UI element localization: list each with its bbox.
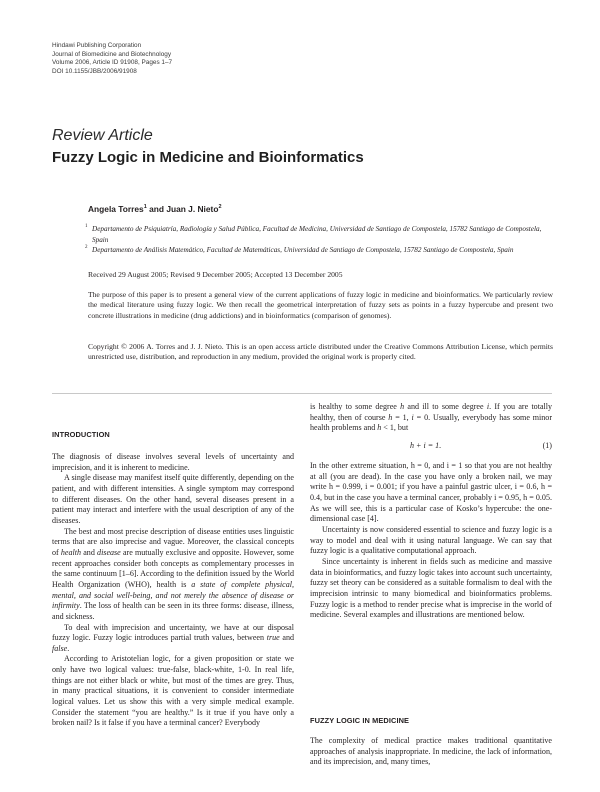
var-h: h	[388, 412, 393, 422]
copyright-notice: Copyright © 2006 A. Torres and J. J. Nieto. This is an open access article distributed under the Creative Commons Attribution License, which permits unrestricted use, distribution, and reproduction in any medium, provided the original work is properly cited.	[88, 342, 553, 362]
intro-paragraph-2: A single disease may manifest itself quite differently, depending on the patient, and with different intensities. A single symptom may correspond to different diseases. On the other hand, several diseases present in a patient may interact and interfere with the usual description of any of the diseases.	[52, 473, 294, 525]
var-i: i	[486, 402, 490, 411]
right-paragraph-1	[310, 402, 552, 434]
author-1-sup: 1	[143, 204, 147, 211]
right-paragraph-2: In the other extreme situation, h = 0, and i = 1 so that you are not healthy at all (you are dead). In the case you have only a broken nail, we may write h = 0.999, i = 0.001; if you have a painful gastric ulcer, i = 0.6, h = 0.4, but in the case you have a terminal cancer, probably i = 0.95, h = 0.05. As we will see, this is a particular case of Kosko’s hypercube: the one-dimensional case [4].	[310, 460, 552, 524]
paper-title: Fuzzy Logic in Medicine and Bioinformatics	[52, 149, 364, 166]
affiliation-1	[85, 224, 554, 245]
affiliation-2-number: 2	[85, 245, 88, 250]
author-1: Angela Torres	[88, 204, 144, 214]
authors	[88, 204, 222, 214]
right-paragraph-3: Uncertainty is now considered essential to science and fuzzy logic is a way to model and deal with it using natural language. We can say that fuzzy logic is a qualitative computational approach.	[310, 524, 552, 556]
doi: DOI 10.1155/JBB/2006/91908	[52, 67, 137, 75]
text-run: The best and most precise description of disease entities uses linguistic terms that are also imprecise and vague. Moreover, the classical concepts of	[52, 526, 294, 557]
intro-paragraph-4	[52, 623, 294, 655]
right-paragraph-4: Since uncertainty is inherent in fields such as medicine and massive data in bioinformatics, and fuzzy logic takes into account such uncertainty, fuzzy set theory can be considered as a suitable formalism to deal with the imprecision intrinsic to many biomedical and bioinformatics problems. Fuzzy logic is a method to render precise what is imprecise in the world of medicine. Several examples and illustrations are mentioned below.	[310, 556, 552, 620]
equation-1	[310, 437, 552, 457]
journal-name: Journal of Biomedicine and Biotechnology	[52, 50, 172, 58]
abstract: The purpose of this paper is to present a general view of the current applications of fuzzy logic in medicine and bioinformatics. We particularly review the medical literature using fuzzy logic. We then recall the geometrical interpretation of fuzzy sets as points in a fuzzy hypercube and present two concrete illustrations in medicine (drug addictions) and in bioinformatics (comparison of genomes).	[88, 290, 553, 320]
intro-paragraph-1: The diagnosis of disease involves several levels of uncertainty and imprecision, and it is inherent to medicine.	[52, 452, 294, 472]
fuzzy-section-body	[310, 736, 552, 768]
affiliation-2-text: Departamento de Análisis Matemático, Facultad de Matemáticas, Universidad de Santiago de Compostela, 15782 Santiago de Compostela, Spain	[92, 246, 514, 254]
text-run: < 1, but	[381, 423, 409, 433]
journal-header	[52, 42, 172, 76]
text-run: is healthy to some degree	[310, 402, 401, 411]
text-run: = 0. Usually, everybody has some minor health problems and	[310, 412, 552, 433]
var-i: i	[411, 412, 414, 422]
section-heading-introduction: INTRODUCTION	[52, 430, 110, 439]
author-2: Juan J. Nieto	[166, 204, 219, 214]
text-run: and ill to some degree	[404, 402, 487, 411]
affiliation-1-number: 1	[85, 224, 88, 229]
affiliation-2	[85, 245, 554, 256]
term-false: false	[52, 643, 68, 653]
intro-paragraph-3	[52, 527, 294, 623]
var-h: h	[377, 423, 382, 433]
intro-paragraph-5: According to Aristotelian logic, for a given proposition or state we only have two logical values: true-false, black-white, 1-0. In real life, things are not either black or white, but most of the times are grey. Thus, in many practical situations, it is convenient to consider intermediate logical values. Let us show this with a very simple medical example. Consider the statement “you are healthy.” Is it true if you have only a broken nail? Is it false if you have a terminal cancer? Everybody	[52, 654, 294, 728]
text-run: are mutually exclusive and opposite. However, some recent approaches consider both concepts as complementary processes in the same continuum [1–6]. According to the definition issued by the World Health Organization (WHO), health is	[52, 547, 294, 589]
text-run: = 1,	[392, 412, 412, 422]
who-definition: a state of complete physical, mental, and social well-being, and not merely the absence of disease or infirmity	[52, 579, 294, 611]
right-column	[310, 402, 552, 621]
publisher: Hindawi Publishing Corporation	[52, 42, 142, 49]
term-true: true	[266, 633, 280, 643]
term-health: health	[60, 547, 82, 557]
article-type: Review Article	[52, 127, 153, 144]
affiliation-1-text: Departamento de Psiquiatría, Radiología y Salud Pública, Facultad de Medicina, Universidad de Santiago de Compostela, 15782 Santiago de Compostela, Spain	[92, 225, 542, 244]
volume-line: Volume 2006, Article ID 91908, Pages 1–7	[52, 59, 173, 67]
section-heading-fuzzy-logic-in-medicine: FUZZY LOGIC IN MEDICINE	[310, 716, 410, 725]
divider	[52, 393, 552, 394]
text-run: . The loss of health can be seen in its three forms: disease, illness, and sickness.	[52, 601, 294, 621]
received-dates: Received 29 August 2005; Revised 9 December 2005; Accepted 13 December 2005	[88, 270, 343, 279]
equation-number: (1)	[542, 440, 552, 450]
author-2-sup: 2	[218, 204, 222, 211]
authors-and: and	[146, 204, 167, 214]
text-run: and	[81, 547, 98, 557]
term-disease: disease	[97, 547, 121, 557]
fuzzy-paragraph-1: The complexity of medical practice makes traditional quantitative approaches of analysis inappropriate. In medicine, the lack of information, and its imprecision, and, many times,	[310, 736, 552, 767]
var-h: h	[400, 402, 405, 411]
text-run: .	[67, 643, 70, 653]
text-run: . If you are totally healthy, then of course	[310, 402, 553, 422]
equation-expression: h + i = 1.	[410, 440, 442, 450]
text-run: To deal with imprecision and uncertainty, we have at our disposal fuzzy logic. Fuzzy logic introduces partial truth values, between	[52, 622, 294, 643]
text-run: and	[279, 633, 294, 643]
left-column	[52, 452, 294, 729]
